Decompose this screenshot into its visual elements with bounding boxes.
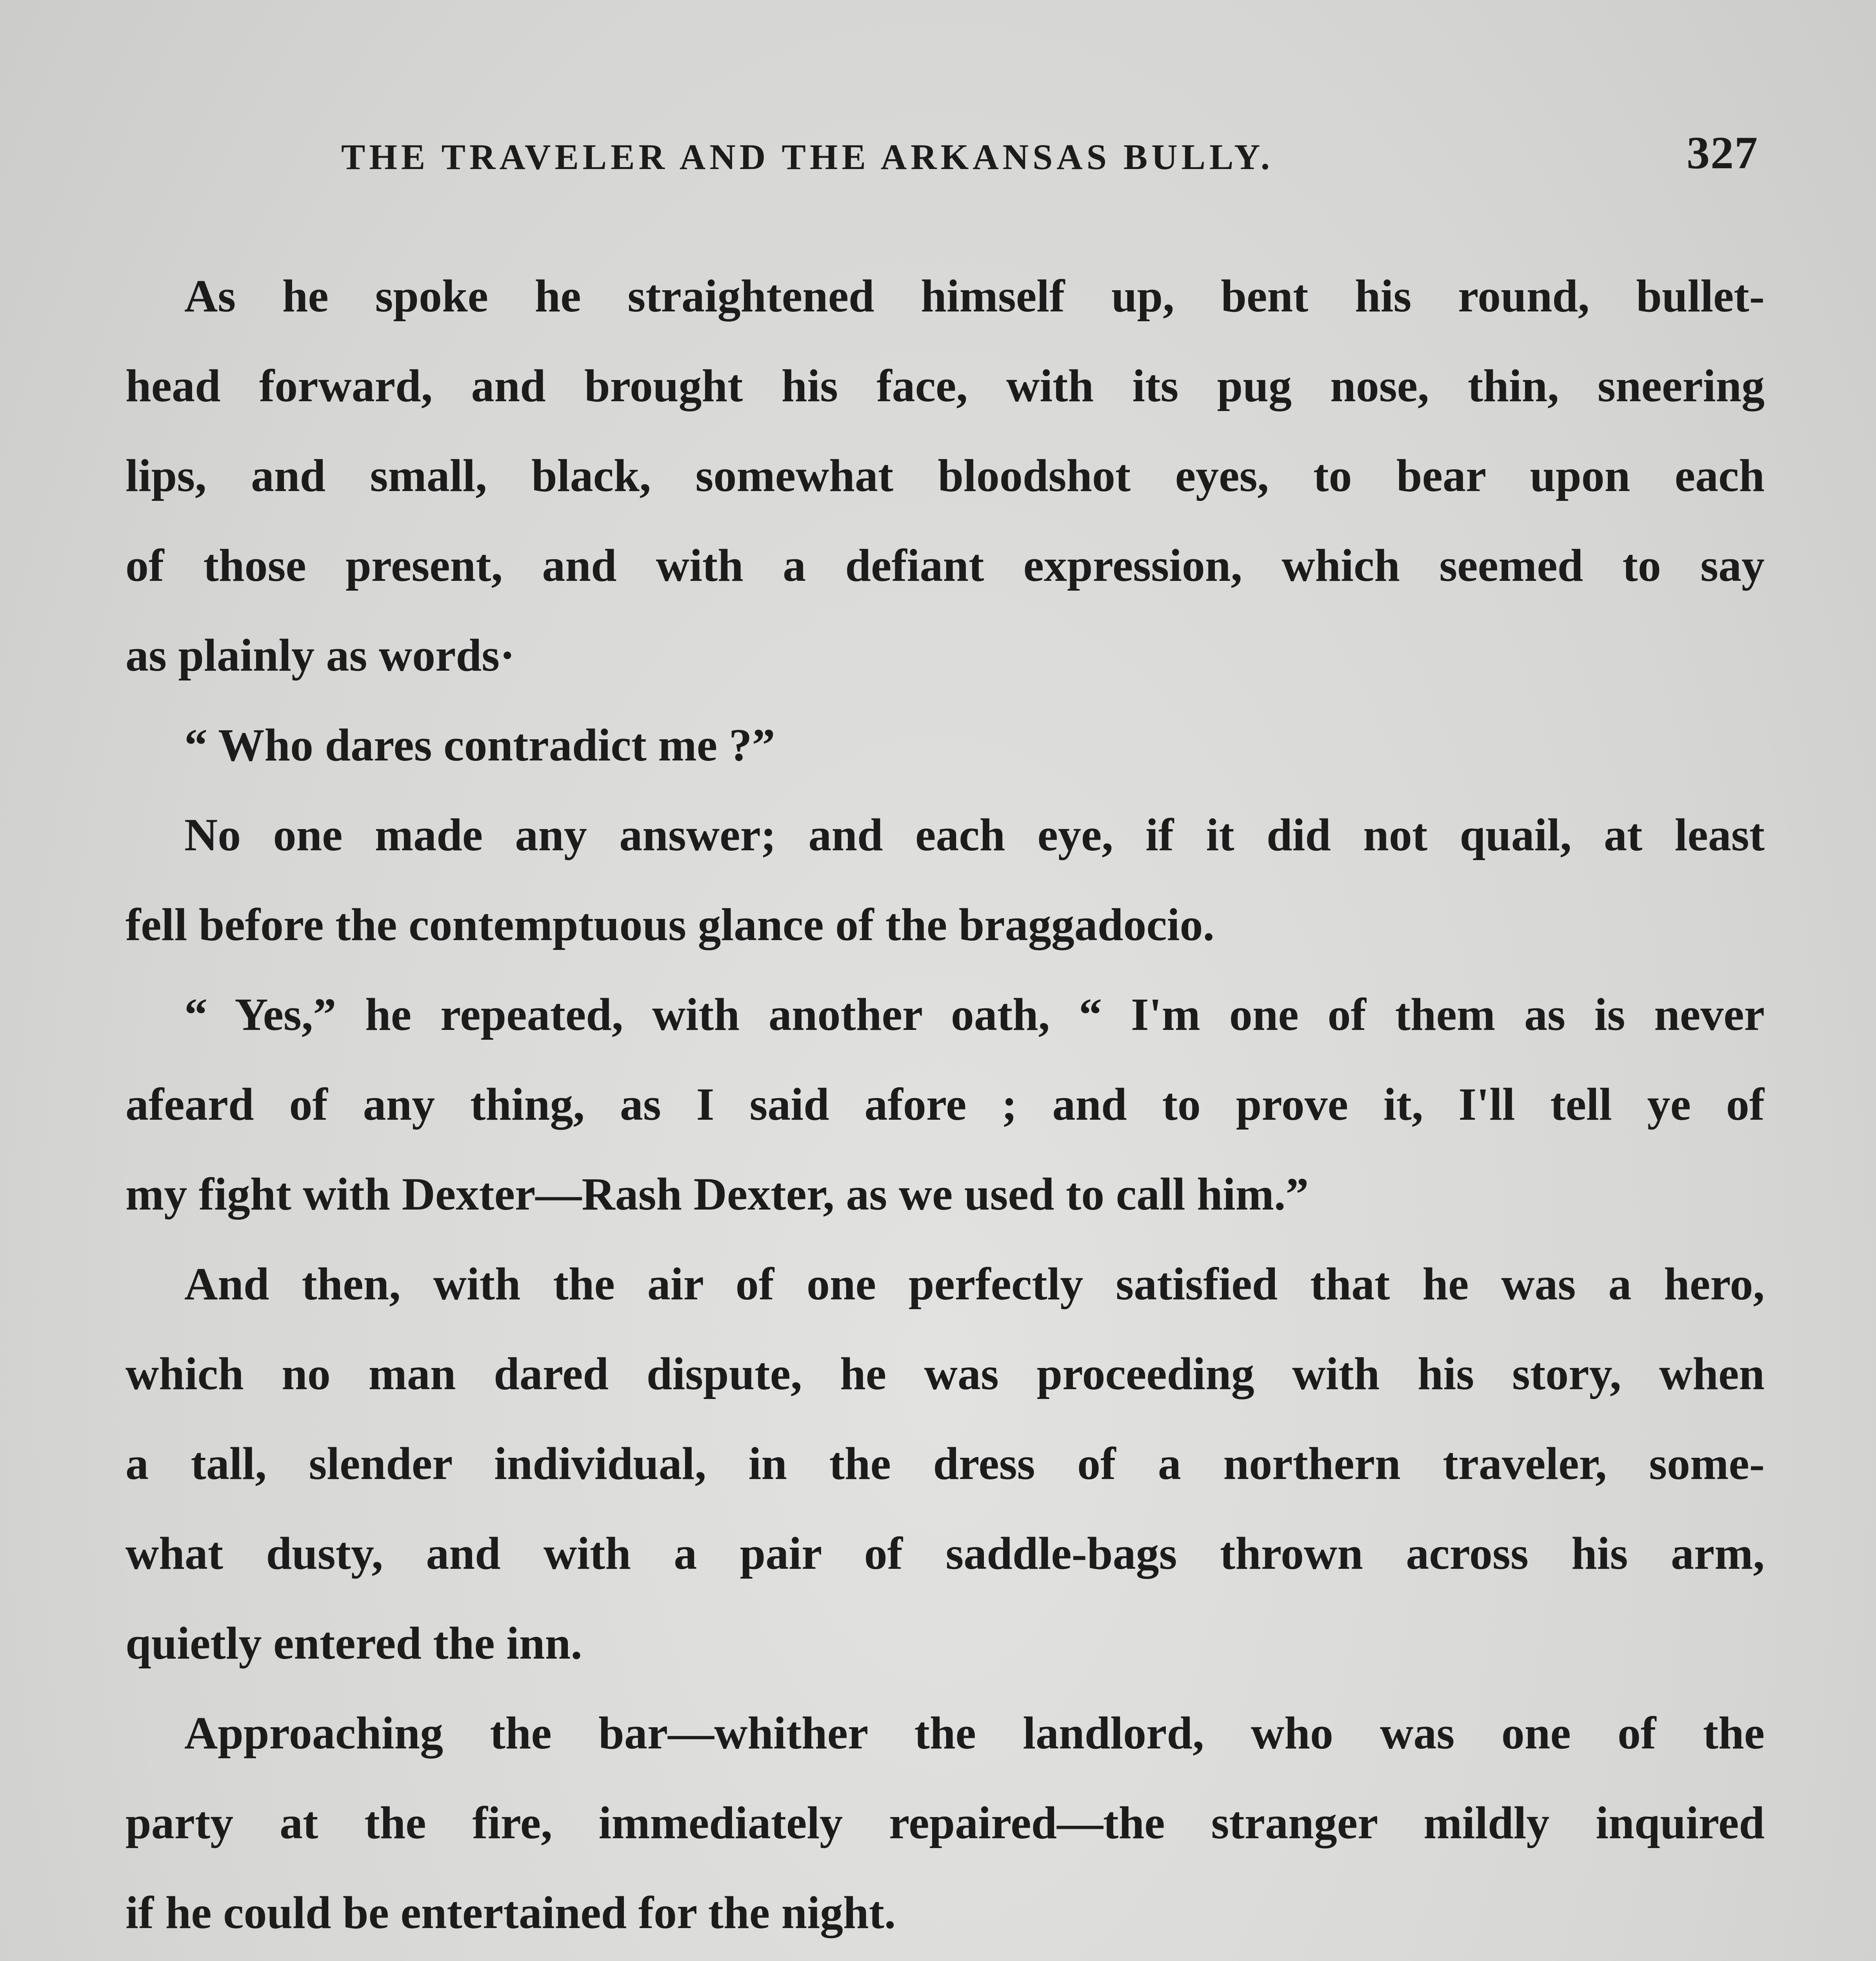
text-line: which no man dared dispute, he was proceeding with his story, when xyxy=(125,1348,1765,1399)
page-number: 327 xyxy=(1687,127,1758,178)
text-line: party at the fire, immediately repaired—the stranger mildly inquired xyxy=(125,1797,1765,1848)
text-line: No one made any answer; and each eye, if it did not quail, at least xyxy=(184,809,1765,860)
body-text xyxy=(125,251,1765,1961)
text-line xyxy=(125,1957,1765,1961)
text-line: “ Who dares contradict me ?” xyxy=(184,719,775,771)
text-line: what dusty, and with a pair of saddle-bags thrown across his arm, xyxy=(125,1528,1765,1579)
running-title: THE TRAVELER AND THE ARKANSAS BULLY. xyxy=(341,137,1274,177)
text-line: “ Yes,” he repeated, with another oath, “ I'm one of them as is never xyxy=(184,989,1765,1040)
text-line: my fight with Dexter—Rash Dexter, as we used to call him.” xyxy=(125,1168,1309,1220)
text-line: if he could be entertained for the night. xyxy=(125,1887,896,1938)
text-line: as plainly as words· xyxy=(125,629,515,681)
text-line: quietly entered the inn. xyxy=(125,1617,582,1669)
text-line: As he spoke he straightened himself up, bent his round, bullet- xyxy=(184,270,1765,322)
text-line: head forward, and brought his face, with its pug nose, thin, sneering xyxy=(125,360,1765,411)
text-line: Approaching the bar—whither the landlord, who was one of the xyxy=(184,1707,1765,1759)
text-line: fell before the contemptuous glance of the braggadocio. xyxy=(125,899,1215,950)
text-line: of those present, and with a defiant expression, which seemed to say xyxy=(125,540,1765,591)
text-line: afeard of any thing, as I said afore ; and to prove it, I'll tell ye of xyxy=(125,1079,1765,1130)
text-line: a tall, slender individual, in the dress of a northern traveler, some- xyxy=(125,1438,1765,1489)
text-line: lips, and small, black, somewhat bloodshot eyes, to bear upon each xyxy=(125,450,1765,501)
text-line: And then, with the air of one perfectly satisfied that he was a hero, xyxy=(184,1258,1765,1310)
running-head xyxy=(341,129,1758,176)
